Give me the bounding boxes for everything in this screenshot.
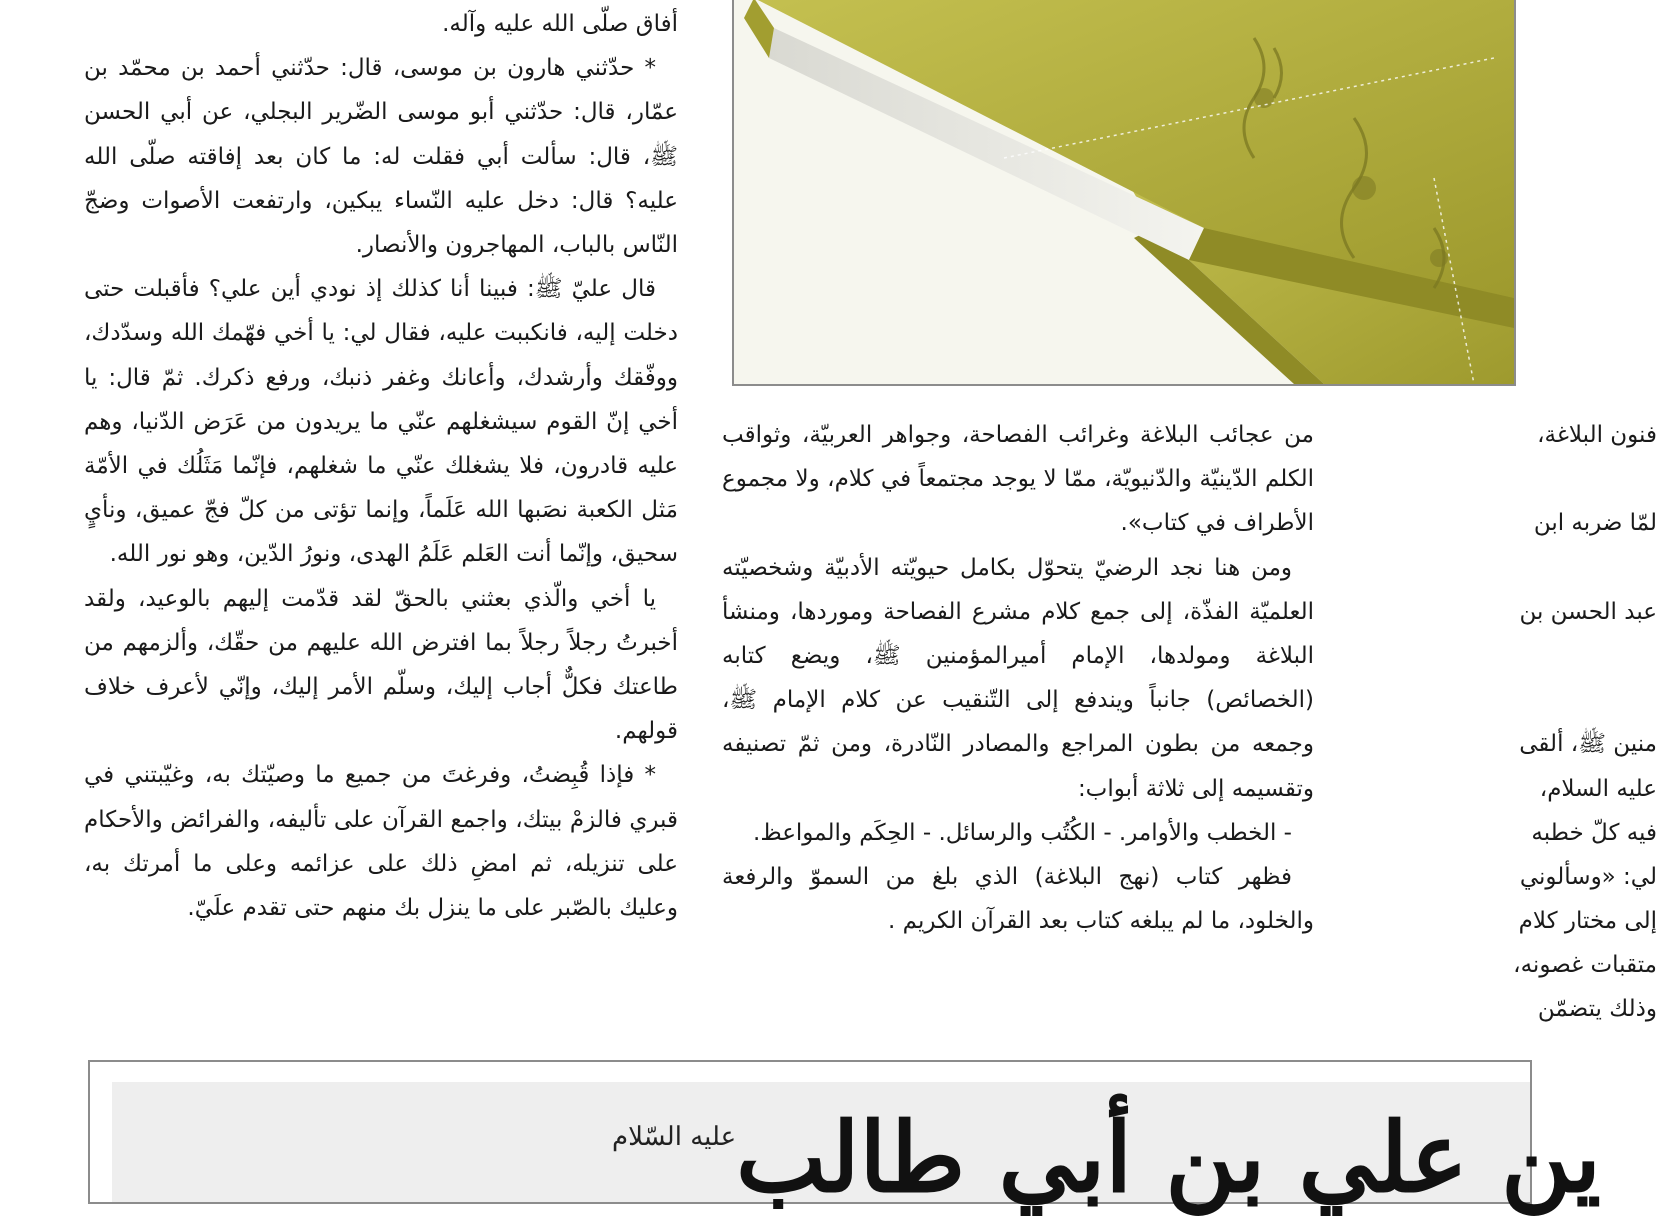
text-line: لمّا ضربه ابن: [1533, 510, 1657, 537]
text-line: [1357, 634, 1657, 678]
text-line: لي: «وسألوني: [1519, 863, 1657, 890]
middle-text-column: [722, 413, 1314, 943]
right-text-column-clipped: [1357, 413, 1657, 1032]
text-line: [1357, 546, 1657, 590]
paragraph: يا أخي والّذي بعثني بالحقّ لقد قدّمت إليهم بالوعيد، ولقد أخبرتُ رجلاً رجلاً بما افترض الله عليهم من حقّك، وألزمهم من طاعتك فكلٌّ أجاب إليك، وسلّم الأمر إليك، وإنّي لأعرف خلاف قولهم.: [84, 585, 678, 745]
text-line: وذلك يتضمّن: [1537, 996, 1657, 1023]
text-line: عبد الحسن بن: [1519, 598, 1657, 625]
paragraph: فظهر كتاب (نهج البلاغة) الذي بلغ من السموّ والرفعة والخلود، ما لم يبلغه كتاب بعد القرآن الكريم .: [722, 864, 1314, 935]
text-line: إلى مختار كلام: [1518, 908, 1657, 935]
paragraph: ومن هنا نجد الرضيّ يتحوّل بكامل حيويّته الأدبيّة وشخصيّته العلميّة الفذّة، إلى جمع كلام مشرع الفصاحة وموردها، ومنشأ البلاغة ومولدها، الإمام أميرالمؤمنين ﷺ، ويضع كتابه (الخصائص) جانباً ويندفع إلى التّنقيب عن كلام الإمام ﷺ، وجمعه من بطون المراجع والمصادر النّادرة، ومن ثمّ تصنيفه وتقسيمه إلى ثلاثة أبواب:: [722, 554, 1314, 802]
paragraph: أفاق صلّى الله عليه وآله.: [442, 11, 678, 37]
banner-salam: عليه السّلام: [612, 1122, 737, 1152]
text-line: منين ﷺ، ألقى: [1519, 731, 1657, 758]
book-photo: [732, 0, 1516, 386]
text-line: فنون البلاغة،: [1537, 422, 1657, 448]
left-text-column: [84, 2, 678, 930]
paragraph: - الخطب والأوامر. - الكُتُب والرسائل. - الحِكَم والمواعظ.: [753, 819, 1292, 846]
text-line: متقبات غصونه،: [1513, 952, 1657, 979]
paragraph: من عجائب البلاغة وغرائب الفصاحة، وجواهر العربيّة، وثواقب الكلم الدّينيّة والدّنيويّة، ممّا لا يوجد مجتمعاً في كلام، ولا مجموع الأطراف في كتاب».: [722, 422, 1314, 537]
text-line: فيه كلّ خطبه: [1531, 819, 1657, 846]
book-illustration: [734, 0, 1514, 384]
text-line: عليه السلام،: [1539, 775, 1657, 802]
text-line: [1357, 457, 1657, 501]
paragraph: * فإذا قُبِضتُ، وفرغتَ من جميع ما وصيّتك به، وغيّبتني في قبري فالزمْ بيتك، واجمع القرآن على تأليفه، والفرائض والأحكام على تنزيله، ثم امضِ ذلك على عزائمه وعلى ما أمرتك به، وعليك بالصّبر على ما ينزل بك منهم حتى تقدم علَيّ.: [84, 762, 678, 922]
paragraph: * حدّثني هارون بن موسى، قال: حدّثني أحمد بن محمّد بن عمّار، قال: حدّثني أبو موسى الضّرير البجلي، عن أبي الحسن ﷺ، قال: سألت أبي فقلت له: ما كان بعد إفاقته صلّى الله عليه؟ قال: دخل عليه النّساء يبكين، وارتفعت الأصوات وضجّ النّاس بالباب، المهاجرون والأنصار.: [84, 55, 678, 259]
paragraph: قال عليّ ﷺ: فبينا أنا كذلك إذ نودي أين علي؟ فأقبلت حتى دخلت إليه، فانكببت عليه، فقال لي: يا أخي فهّمك الله وسدّدك، ووفّقك وأرشدك، وأعانك وغفر ذنبك، ورفع ذكرك. ثمّ قال: يا أخي إنّ القوم سيشغلهم عنّي ما يريدون من عَرَض الدّنيا، وهم عليه قادرون، فلا يشغلك عنّي ما شغلهم، فإنّما مَثَلُك في الأمّة مَثل الكعبة نصَبها الله عَلَماً، وإنما تؤتى من كلّ فجّ عميق، ونأيٍ سحيق، وإنّما أنت العَلم عَلَمُ الهدى، ونورُ الدّين، وهو نور الله.: [84, 276, 678, 568]
banner-title: ين علي بن أبي طالب: [736, 1101, 1601, 1214]
text-line: [1357, 678, 1657, 722]
